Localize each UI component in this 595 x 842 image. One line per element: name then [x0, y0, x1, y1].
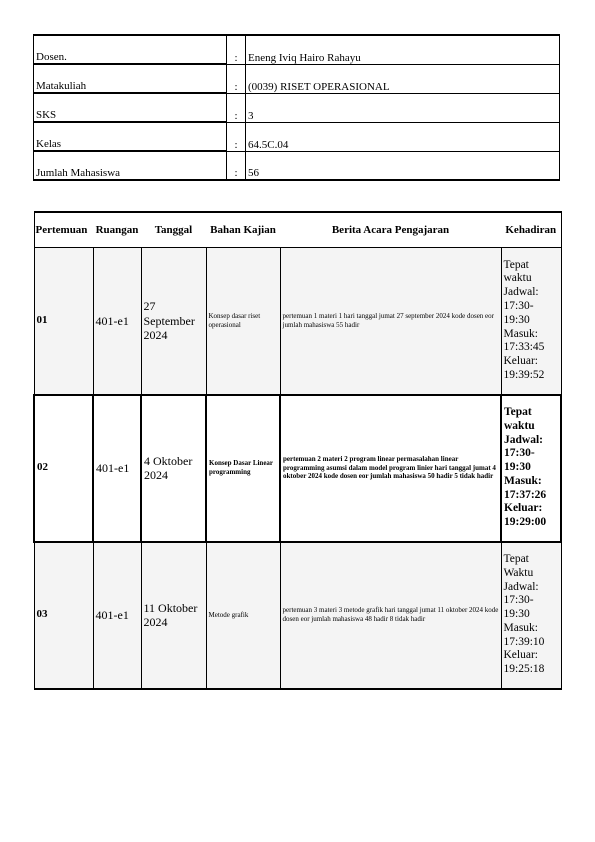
header-kehadiran: Kehadiran: [501, 212, 561, 248]
cell-berita-acara: pertemuan 3 materi 3 metode grafik hari tanggal jumat 11 oktober 2024 kode dosen eor jumlah mahasiswa 48 hadir 8 tidak hadir: [280, 542, 501, 689]
cell-tanggal: 11 Oktober 2024: [141, 542, 206, 689]
header-bahan-kajian: Bahan Kajian: [206, 212, 280, 248]
header-tanggal: Tanggal: [141, 212, 206, 248]
cell-pertemuan: 01: [34, 248, 93, 395]
cell-kehadiran: Tepat Waktu Jadwal: 17:30-19:30 Masuk: 17:39:10 Keluar: 19:25:18: [501, 542, 561, 689]
cell-tanggal: 4 Oktober 2024: [141, 395, 206, 542]
info-value: 3: [246, 93, 560, 122]
info-row-jumlah-mahasiswa: [34, 151, 560, 180]
info-label: Jumlah Mahasiswa: [34, 151, 227, 180]
info-value: 64.5C.04: [246, 122, 560, 151]
course-info-table: [33, 34, 560, 181]
info-label: Matakuliah: [34, 64, 227, 93]
attendance-header-row: [34, 212, 561, 248]
header-berita-acara: Berita Acara Pengajaran: [280, 212, 501, 248]
info-label: Dosen.: [34, 35, 227, 64]
info-separator: :: [227, 93, 246, 122]
cell-kehadiran: Tepat waktu Jadwal: 17:30-19:30 Masuk: 17:33:45 Keluar: 19:39:52: [501, 248, 561, 395]
cell-bahan-kajian: Konsep Dasar Linear programming: [206, 395, 280, 542]
header-ruangan: Ruangan: [93, 212, 141, 248]
info-value: (0039) RISET OPERASIONAL: [246, 64, 560, 93]
attendance-table: [33, 211, 562, 690]
cell-berita-acara: pertemuan 1 materi 1 hari tanggal jumat 27 september 2024 kode dosen eor jumlah mahasiswa 55 hadir: [280, 248, 501, 395]
cell-kehadiran: Tepat waktu Jadwal: 17:30-19:30 Masuk: 17:37:26 Keluar: 19:29:00: [501, 395, 561, 542]
info-row-kelas: [34, 122, 560, 151]
info-label: Kelas: [34, 122, 227, 151]
cell-ruangan: 401-e1: [93, 395, 141, 542]
cell-bahan-kajian: Konsep dasar riset operasional: [206, 248, 280, 395]
info-separator: :: [227, 122, 246, 151]
info-value: 56: [246, 151, 560, 180]
info-row-dosen: [34, 35, 560, 64]
table-row: [34, 248, 561, 395]
cell-ruangan: 401-e1: [93, 542, 141, 689]
cell-pertemuan: 02: [34, 395, 93, 542]
info-separator: :: [227, 35, 246, 64]
info-row-sks: [34, 93, 560, 122]
info-separator: :: [227, 151, 246, 180]
info-separator: :: [227, 64, 246, 93]
info-label: SKS: [34, 93, 227, 122]
cell-berita-acara: pertemuan 2 materi 2 program linear permasalahan linear programming asumsi dalam model program linier hari tanggal jumat 4 oktober 2024 kode dosen eor jumlah mahasiswa 50 hadir 5 tidak hadir: [280, 395, 501, 542]
info-row-matakuliah: [34, 64, 560, 93]
cell-bahan-kajian: Metode grafik: [206, 542, 280, 689]
cell-pertemuan: 03: [34, 542, 93, 689]
table-row: [34, 542, 561, 689]
table-row: [34, 395, 561, 542]
header-pertemuan: Pertemuan: [34, 212, 93, 248]
cell-ruangan: 401-e1: [93, 248, 141, 395]
cell-tanggal: 27 September 2024: [141, 248, 206, 395]
info-value: Eneng Iviq Hairo Rahayu: [246, 35, 560, 64]
